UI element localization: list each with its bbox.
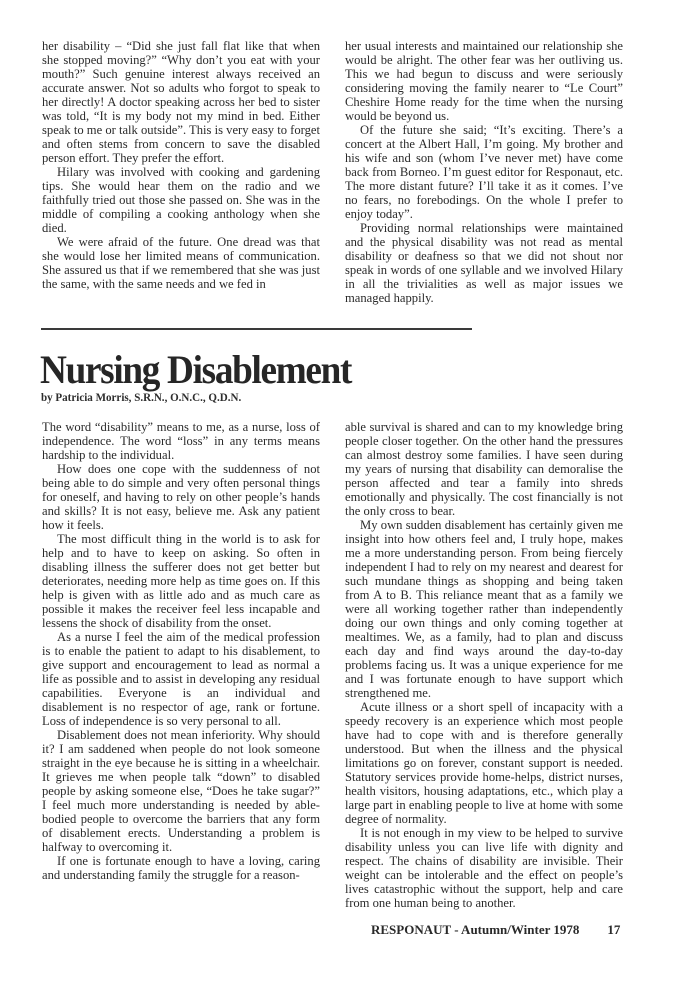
paragraph: Providing normal relationships were maintained and the physical disability was not read as mental disability or deafness so that we did not shout nor speak in words of one syllable and we involved Hilary in all the trivialities as well as major issues we managed happily. bbox=[345, 221, 623, 305]
paragraph: able survival is shared and can to my knowledge bring people closer together. On the other hand the pressures can almost destroy some families. I have seen during my years of nursing that disability can demoralise the person affected and tear a family into shreds emotionally and physically. The cost financially is not the only cross to bear. bbox=[345, 420, 623, 518]
paragraph: The word “disability” means to me, as a nurse, loss of independence. The word “loss” in any terms means hardship to the individual. bbox=[42, 420, 320, 462]
article-byline: by Patricia Morris, S.R.N., O.N.C., Q.D.N. bbox=[41, 390, 242, 404]
publication-name: RESPONAUT - Autumn/Winter 1978 bbox=[371, 922, 580, 937]
paragraph: Disablement does not mean inferiority. Why should it? I am saddened when people do not look someone straight in the eye because he is sitting in a wheelchair. It grieves me when people talk “down” to disabled people by asking someone else, “Does he take sugar?” I feel much more understanding is needed by able-bodied people to overcome the barriers that any form of disablement erects. Understanding a problem is halfway to overcoming it. bbox=[42, 728, 320, 854]
paragraph: Of the future she said; “It’s exciting. There’s a concert at the Albert Hall, I’m going. My brother and his wife and son (whom I’ve never met) have come back from Borneo. I’m guest editor for Responaut, etc. The more distant future? I’ll take it as it comes. I’ve no fears, no forebodings. On the whole I prefer to enjoy today”. bbox=[345, 123, 623, 221]
paragraph: How does one cope with the suddenness of not being able to do simple and very often personal things for oneself, and having to rely on other people’s hands and skills? It is not easy, believe me. Ask any patient how it feels. bbox=[42, 462, 320, 532]
article-title: Nursing Disablement bbox=[40, 347, 352, 392]
previous-article-left-column bbox=[42, 39, 320, 291]
paragraph: Hilary was involved with cooking and gardening tips. She would hear them on the radio and we faithfully tried out those she passed on. She was in the middle of compiling a cooking anthology when she died. bbox=[42, 165, 320, 235]
page-footer bbox=[371, 922, 620, 938]
paragraph: My own sudden disablement has certainly given me insight into how others feel and, I truly hope, makes me a more understanding person. From being fiercely independent I had to rely on my nearest and dearest for such mundane things as shopping and being taken from A to B. This reliance meant that as a family we were all working together rather than independently doing our own things and only coming together at mealtimes. We, as a family, had to plan and discuss each day and find ways around the day-to-day problems facing us. It was a unique experience for me and I was fortunate enough to have support which strengthened me. bbox=[345, 518, 623, 700]
section-divider bbox=[41, 328, 472, 330]
previous-article-right-column bbox=[345, 39, 623, 305]
paragraph: her usual interests and maintained our relationship she would be alright. The other fear was her outliving us. This we had begun to discuss and were seriously considering moving the family nearer to “Le Court” Cheshire Home ready for the time when the nursing would be beyond us. bbox=[345, 39, 623, 123]
article-right-column bbox=[345, 420, 623, 910]
paragraph: As a nurse I feel the aim of the medical profession is to enable the patient to adapt to his disablement, to give support and encouragement to lead as normal a life as possible and to assist in developing any residual capabilities. Everyone is an individual and disablement is no respector of age, rank or fortune. Loss of independence is so very personal to all. bbox=[42, 630, 320, 728]
paragraph: If one is fortunate enough to have a loving, caring and understanding family the struggle for a reason- bbox=[42, 854, 320, 882]
page-number: 17 bbox=[607, 922, 621, 937]
paragraph: Acute illness or a short spell of incapacity with a speedy recovery is an experience which most people have had to cope with and is therefore generally understood. But when the illness and the physical limitations go on forever, constant support is needed. Statutory services provide home-helps, district nurses, health visitors, housing adaptations, etc., which play a large part in enabling people to live at home with some degree of normality. bbox=[345, 700, 623, 826]
paragraph: her disability – “Did she just fall flat like that when she stopped moving?” “Why don’t you eat with your mouth?” Such genuine interest always received an accurate answer. Not so adults who forgot to speak to her directly! A doctor speaking across her bed to sister was told, “It is my body not my mind in bed. Either speak to me or talk outside”. This is very easy to forget and often stems from concern to save the disabled person effort. They prefer the effort. bbox=[42, 39, 320, 165]
paragraph: We were afraid of the future. One dread was that she would lose her limited means of communication. She assured us that if we remembered that she was just the same, with the same needs and we fed in bbox=[42, 235, 320, 291]
paragraph: It is not enough in my view to be helped to survive disability unless you can live life with dignity and respect. The chains of disability are invisible. Their weight can be intolerable and the effect on people’s lives catastrophic without the support, help and care from one human being to another. bbox=[345, 826, 623, 910]
paragraph: The most difficult thing in the world is to ask for help and to have to keep on asking. So often in disabling illness the sufferer does not get better but deteriorates, needing more help as time goes on. If this help is given with as little ado and as much care as possible it makes the receiver feel less incapable and lessens the shock of disability from the onset. bbox=[42, 532, 320, 630]
article-left-column bbox=[42, 420, 320, 882]
